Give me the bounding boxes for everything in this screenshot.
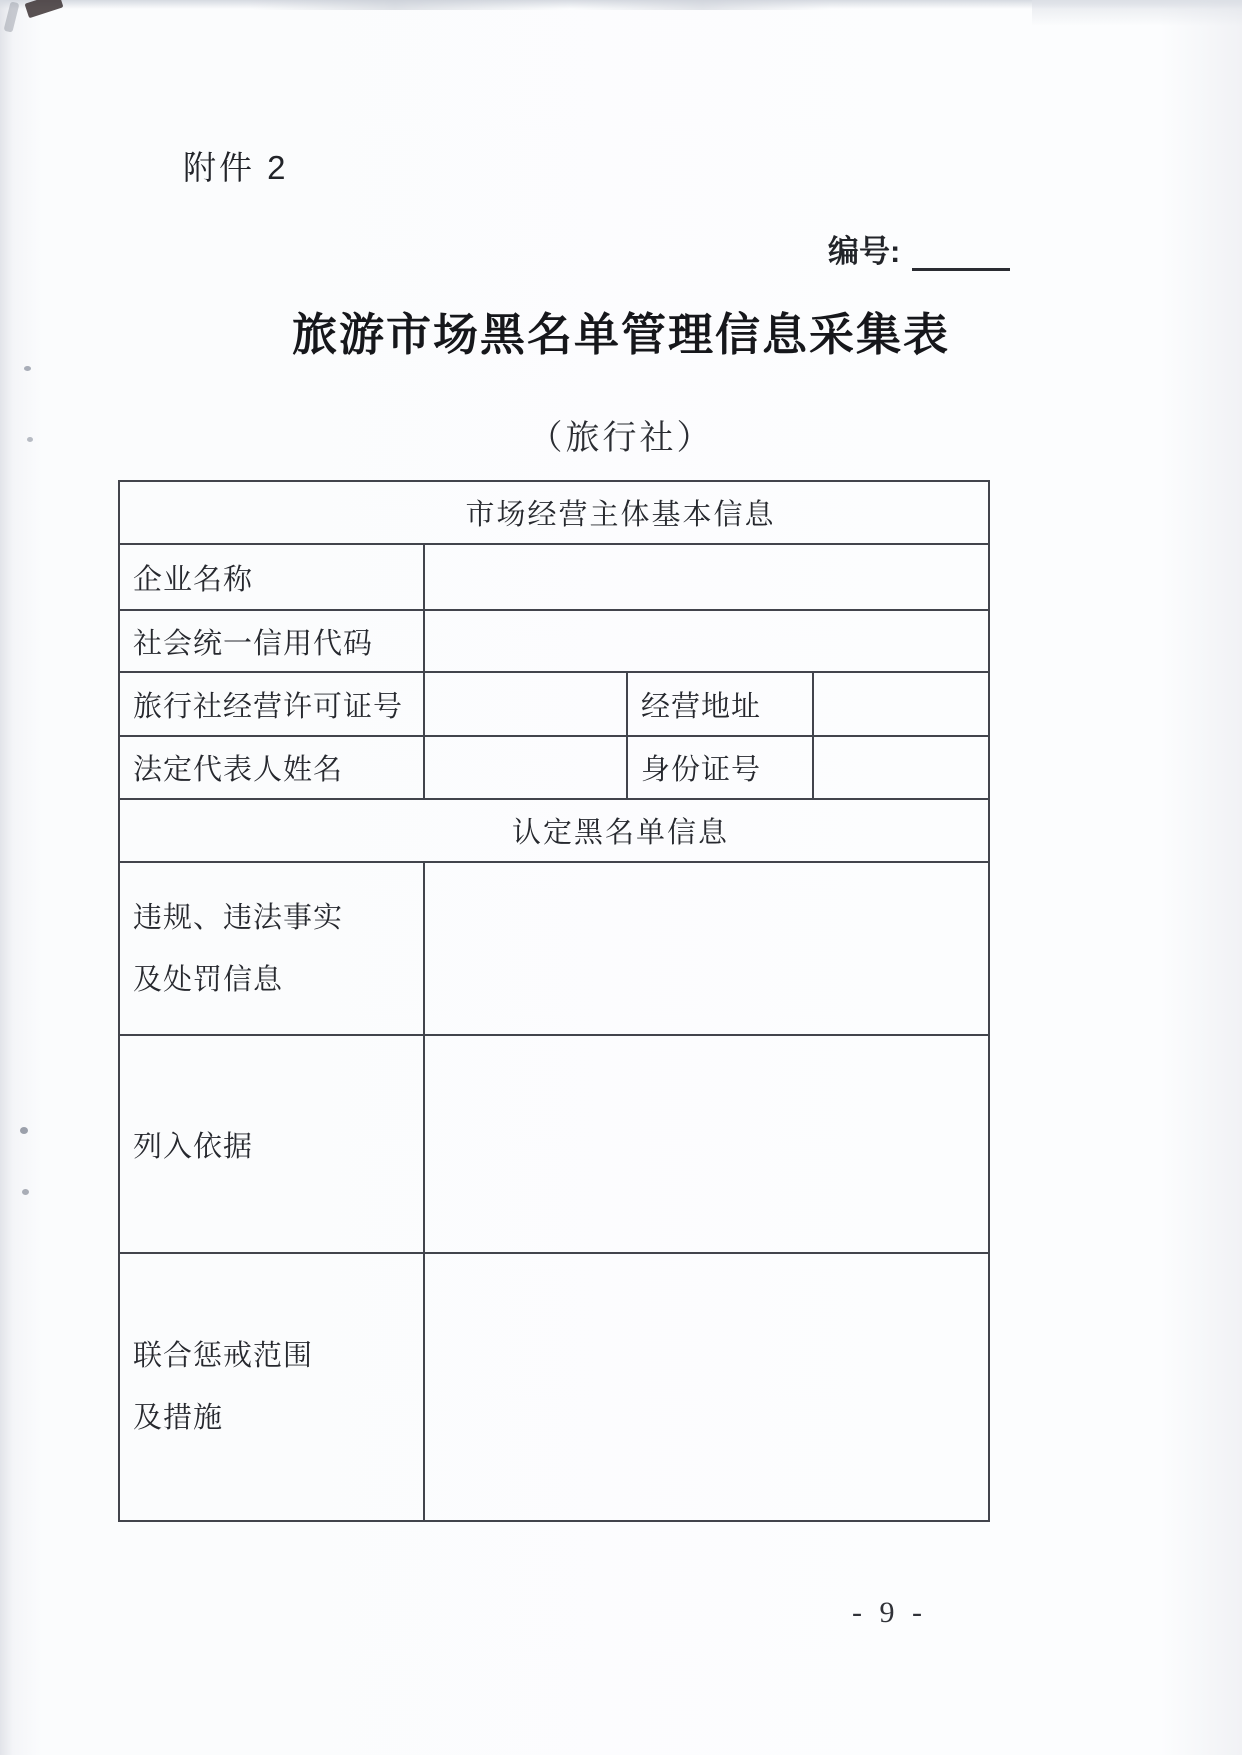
table-row: [119, 610, 989, 672]
scan-speck-4: [22, 1189, 29, 1195]
address-field: [813, 672, 989, 736]
company-name-label: 企业名称: [119, 544, 424, 610]
id-no-field: [813, 736, 989, 799]
table-row: [119, 1035, 989, 1253]
section-blacklist-header: 认定黑名单信息: [119, 799, 989, 862]
scan-speck-1: [24, 366, 31, 371]
credit-code-label: 社会统一信用代码: [119, 610, 424, 672]
doc-number-blank-line: [912, 232, 1010, 271]
violation-facts-label-line1: 违规、违法事实: [133, 901, 344, 934]
scan-smudge-top: [250, 0, 830, 10]
scan-shade-top-right: [1032, 0, 1242, 26]
joint-punishment-label: [119, 1253, 424, 1521]
doc-number-label: 编号:: [828, 234, 901, 269]
attachment-label: 附件 2: [183, 149, 289, 186]
table-row: [119, 481, 989, 544]
legal-rep-field: [424, 736, 627, 799]
scan-speck-3: [20, 1127, 28, 1134]
credit-code-field: [424, 610, 989, 672]
violation-facts-label: [119, 862, 424, 1035]
form-subtitle: （旅行社）: [528, 420, 714, 457]
table-row: [119, 544, 989, 610]
license-no-label: 旅行社经营许可证号: [119, 672, 424, 736]
address-label: 经营地址: [627, 672, 813, 736]
violation-facts-field: [424, 862, 989, 1035]
form-title: 旅游市场黑名单管理信息采集表: [291, 310, 950, 360]
joint-punishment-label-line2: 及措施: [133, 1402, 224, 1434]
inclusion-basis-label: 列入依据: [119, 1035, 424, 1253]
blacklist-collection-form-table: [118, 480, 990, 1522]
inclusion-basis-field: [424, 1035, 989, 1253]
table-row: [119, 862, 989, 1035]
doc-number-row: [828, 226, 1010, 271]
joint-punishment-label-line1: 联合惩戒范围: [133, 1340, 314, 1372]
table-row: [119, 736, 989, 799]
id-no-label: 身份证号: [627, 736, 813, 799]
scan-artifact-corner: [25, 0, 64, 18]
table-row: [119, 1253, 989, 1521]
joint-punishment-field: [424, 1253, 989, 1521]
section-basic-header: 市场经营主体基本信息: [119, 481, 989, 544]
table-row: [119, 672, 989, 736]
license-no-field: [424, 672, 627, 736]
legal-rep-label: 法定代表人姓名: [119, 736, 424, 799]
page-number: - 9 -: [852, 1596, 927, 1629]
company-name-field: [424, 544, 989, 610]
table-row: [119, 799, 989, 862]
violation-facts-label-line2: 及处罚信息: [133, 963, 284, 996]
